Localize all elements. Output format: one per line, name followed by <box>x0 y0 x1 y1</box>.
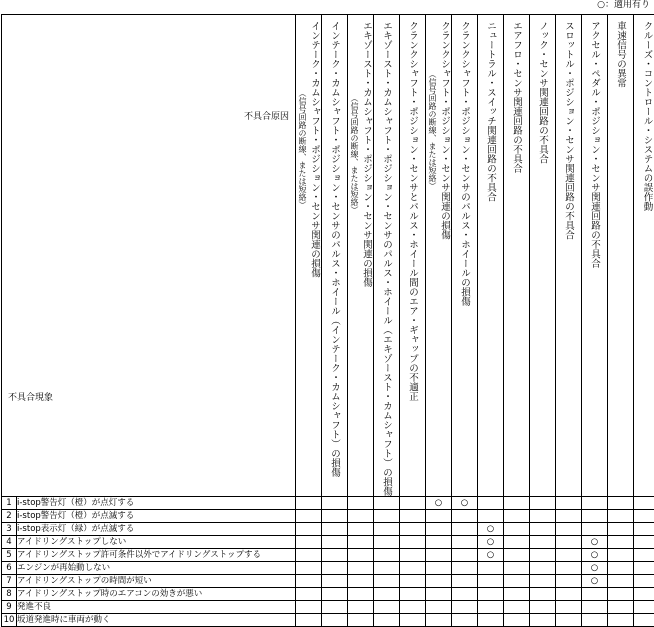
applicable-mark: ○ <box>582 549 608 562</box>
cause-column-title: アクセル・ペダル・ポジション・センサ関連回路の不具合 <box>589 21 600 268</box>
phenomenon-text: i-stop警告灯（橙）が点灯する <box>17 497 296 510</box>
matrix-cell <box>452 549 478 562</box>
row-number: 6 <box>2 562 17 575</box>
matrix-cell <box>296 497 322 510</box>
matrix-cell <box>426 523 452 536</box>
matrix-cell <box>400 588 426 601</box>
matrix-cell <box>452 614 478 627</box>
row-number: 10 <box>2 614 17 627</box>
matrix-cell <box>348 614 374 627</box>
matrix-cell <box>608 601 634 614</box>
matrix-cell <box>504 536 530 549</box>
row-number: 8 <box>2 588 17 601</box>
cause-column-title: クルーズ・コントロール・システムの誤作動 <box>642 21 653 211</box>
cause-column-title: インテーク・カムシャフト・ポジション・センサ関連の損傷 <box>309 21 320 278</box>
matrix-cell <box>400 523 426 536</box>
cause-column-header <box>322 15 348 497</box>
cause-column-title: クランクシャフト・ポジション・センサのパルス・ホイールの損傷 <box>459 21 470 306</box>
matrix-cell <box>530 536 556 549</box>
matrix-cell <box>582 510 608 523</box>
phenomenon-text: アイドリングストップ許可条件以外でアイドリングストップする <box>17 549 296 562</box>
matrix-cell <box>322 549 348 562</box>
matrix-cell <box>426 562 452 575</box>
matrix-cell <box>634 614 654 627</box>
matrix-cell <box>296 601 322 614</box>
matrix-cell <box>582 601 608 614</box>
matrix-cell <box>556 536 582 549</box>
table-row <box>2 549 654 562</box>
cause-column-header <box>374 15 400 497</box>
cause-column-header <box>348 15 374 497</box>
matrix-cell <box>296 575 322 588</box>
matrix-cell <box>634 536 654 549</box>
matrix-cell <box>504 562 530 575</box>
header-row <box>2 15 654 497</box>
phenomenon-text: エンジンが再始動しない <box>17 562 296 575</box>
matrix-cell <box>582 523 608 536</box>
matrix-cell <box>504 575 530 588</box>
matrix-cell <box>348 536 374 549</box>
row-number: 7 <box>2 575 17 588</box>
cause-column-title: スロットル・ポジション・センサ関連回路の不具合 <box>563 21 574 240</box>
matrix-cell <box>322 588 348 601</box>
matrix-cell <box>452 588 478 601</box>
row-number: 3 <box>2 523 17 536</box>
matrix-cell <box>478 562 504 575</box>
matrix-cell <box>504 614 530 627</box>
matrix-cell <box>556 562 582 575</box>
matrix-cell <box>504 588 530 601</box>
row-number: 9 <box>2 601 17 614</box>
matrix-cell <box>608 523 634 536</box>
matrix-cell <box>556 523 582 536</box>
matrix-cell <box>452 562 478 575</box>
matrix-cell <box>634 510 654 523</box>
matrix-cell <box>374 575 400 588</box>
row-number: 5 <box>2 549 17 562</box>
applicable-mark: ○ <box>582 562 608 575</box>
cause-column-header <box>608 15 634 497</box>
cause-column-title: エキゾースト・カムシャフト・ポジション・センサ関連の損傷 <box>361 21 372 287</box>
cause-column-title: 車速信号の異常 <box>615 21 626 88</box>
matrix-cell <box>296 588 322 601</box>
cause-header-label: 不具合原因 <box>244 109 289 122</box>
matrix-cell <box>608 614 634 627</box>
matrix-cell <box>348 549 374 562</box>
phenomenon-text: アイドリングストップしない <box>17 536 296 549</box>
matrix-cell <box>556 497 582 510</box>
cause-column-title: ニュートラル・スイッチ関連回路の不具合 <box>485 21 496 202</box>
matrix-cell <box>400 614 426 627</box>
matrix-cell <box>400 575 426 588</box>
corner-cell <box>2 15 296 497</box>
applicable-mark: ○ <box>426 497 452 510</box>
cause-column-title: クランクシャフト・ポジション・センサ関連の損傷 <box>439 21 450 240</box>
matrix-cell <box>374 510 400 523</box>
cause-column-header <box>530 15 556 497</box>
matrix-cell <box>348 510 374 523</box>
matrix-cell <box>296 614 322 627</box>
matrix-cell <box>530 562 556 575</box>
matrix-cell <box>530 497 556 510</box>
matrix-cell <box>322 523 348 536</box>
legend: ○：適用有り <box>597 0 650 11</box>
cause-column-title: エキゾースト・カムシャフト・ポジション・センサのパルス・ホイール（エキゾースト・カムシャフト）の損傷 <box>381 21 392 496</box>
matrix-cell <box>374 536 400 549</box>
applicable-mark: ○ <box>478 523 504 536</box>
phenomenon-text: 坂道発進時に車両が動く <box>17 614 296 627</box>
matrix-cell <box>504 510 530 523</box>
table-row <box>2 614 654 627</box>
cause-column-subtitle: （信号回路の断線、または短絡） <box>427 21 438 240</box>
matrix-cell <box>608 536 634 549</box>
cause-column-header <box>452 15 478 497</box>
matrix-cell <box>426 510 452 523</box>
matrix-cell <box>322 536 348 549</box>
matrix-cell <box>426 614 452 627</box>
matrix-cell <box>582 614 608 627</box>
matrix-cell <box>296 562 322 575</box>
matrix-cell <box>634 562 654 575</box>
matrix-cell <box>348 562 374 575</box>
matrix-cell <box>530 575 556 588</box>
matrix-cell <box>374 549 400 562</box>
matrix-cell <box>348 601 374 614</box>
matrix-cell <box>400 562 426 575</box>
matrix-cell <box>348 575 374 588</box>
cause-column-title: クランクシャフト・ポジション・センサとパルス・ホイール間のエア・ギャップの不適正 <box>407 21 418 401</box>
matrix-cell <box>374 497 400 510</box>
matrix-cell <box>504 601 530 614</box>
matrix-cell <box>556 510 582 523</box>
matrix-cell <box>426 601 452 614</box>
matrix-cell <box>634 549 654 562</box>
cause-column-header <box>478 15 504 497</box>
row-number: 4 <box>2 536 17 549</box>
phenomenon-text: 発進不良 <box>17 601 296 614</box>
matrix-cell <box>374 588 400 601</box>
table-row <box>2 523 654 536</box>
phenomenon-text: i-stop表示灯（緑）が点滅する <box>17 523 296 536</box>
matrix-cell <box>452 536 478 549</box>
cause-column-header <box>634 15 654 497</box>
matrix-cell <box>556 588 582 601</box>
matrix-cell <box>322 497 348 510</box>
cause-column-title: ノック・センサ関連回路の不具合 <box>537 21 548 164</box>
matrix-cell <box>608 510 634 523</box>
table-row <box>2 536 654 549</box>
matrix-cell <box>608 575 634 588</box>
matrix-cell <box>504 523 530 536</box>
matrix-cell <box>608 588 634 601</box>
matrix-cell <box>556 614 582 627</box>
matrix-cell <box>400 549 426 562</box>
matrix-cell <box>634 601 654 614</box>
matrix-cell <box>296 536 322 549</box>
matrix-cell <box>478 614 504 627</box>
matrix-cell <box>322 575 348 588</box>
matrix-cell <box>322 510 348 523</box>
matrix-cell <box>478 588 504 601</box>
matrix-cell <box>556 575 582 588</box>
matrix-cell <box>530 510 556 523</box>
matrix-cell <box>634 575 654 588</box>
cause-column-header <box>426 15 452 497</box>
matrix-cell <box>556 601 582 614</box>
matrix-cell <box>530 601 556 614</box>
matrix-cell <box>530 588 556 601</box>
matrix-cell <box>504 497 530 510</box>
matrix-cell <box>478 575 504 588</box>
matrix-cell <box>582 588 608 601</box>
matrix-cell <box>426 588 452 601</box>
table-row <box>2 497 654 510</box>
applicable-mark: ○ <box>452 497 478 510</box>
matrix-cell <box>296 523 322 536</box>
matrix-cell <box>374 523 400 536</box>
phenomenon-header-label: 不具合現象 <box>8 390 53 403</box>
table-row <box>2 575 654 588</box>
matrix-cell <box>322 562 348 575</box>
applicable-mark: ○ <box>478 536 504 549</box>
cause-column-header <box>296 15 322 497</box>
matrix-cell <box>608 497 634 510</box>
matrix-cell <box>452 510 478 523</box>
matrix-cell <box>634 588 654 601</box>
cause-column-title: エアフロ・センサ関連回路の不具合 <box>511 21 522 173</box>
row-number: 1 <box>2 497 17 510</box>
matrix-cell <box>452 523 478 536</box>
cause-column-header <box>504 15 530 497</box>
table-row <box>2 510 654 523</box>
matrix-cell <box>582 497 608 510</box>
matrix-cell <box>478 497 504 510</box>
cause-column-header <box>582 15 608 497</box>
matrix-cell <box>504 549 530 562</box>
row-number: 2 <box>2 510 17 523</box>
matrix-cell <box>322 601 348 614</box>
matrix-cell <box>634 523 654 536</box>
matrix-cell <box>530 523 556 536</box>
matrix-cell <box>556 549 582 562</box>
matrix-cell <box>530 549 556 562</box>
matrix-cell <box>296 549 322 562</box>
cause-column-header <box>556 15 582 497</box>
matrix-cell <box>608 562 634 575</box>
matrix-cell <box>322 614 348 627</box>
cause-column-subtitle: （信号回路の断線、または短絡） <box>297 21 308 278</box>
phenomenon-text: アイドリングストップ時のエアコンの効きが悪い <box>17 588 296 601</box>
table-row <box>2 601 654 614</box>
cause-column-header <box>400 15 426 497</box>
cause-column-subtitle: （信号回路の断線、または短絡） <box>349 21 360 287</box>
applicable-mark: ○ <box>478 549 504 562</box>
matrix-cell <box>634 497 654 510</box>
matrix-cell <box>348 497 374 510</box>
matrix-cell <box>426 536 452 549</box>
matrix-cell <box>478 601 504 614</box>
applicable-mark: ○ <box>582 575 608 588</box>
matrix-cell <box>452 575 478 588</box>
table-row <box>2 562 654 575</box>
matrix-cell <box>400 536 426 549</box>
phenomenon-text: アイドリングストップの時間が短い <box>17 575 296 588</box>
matrix-cell <box>400 510 426 523</box>
matrix-cell <box>426 549 452 562</box>
cause-column-title: インテーク・カムシャフト・ポジション・センサのパルス・ホイール（インテーク・カムシャフト）の損傷 <box>329 21 340 477</box>
matrix-cell <box>348 588 374 601</box>
matrix-cell <box>400 497 426 510</box>
matrix-cell <box>426 575 452 588</box>
matrix-cell <box>374 601 400 614</box>
cause-phenomenon-matrix <box>1 14 654 627</box>
matrix-cell <box>608 549 634 562</box>
matrix-cell <box>374 614 400 627</box>
matrix-cell <box>374 562 400 575</box>
phenomenon-text: i-stop警告灯（橙）が点滅する <box>17 510 296 523</box>
table-row <box>2 588 654 601</box>
matrix-cell <box>478 510 504 523</box>
matrix-cell <box>348 523 374 536</box>
matrix-cell <box>400 601 426 614</box>
matrix-cell <box>452 601 478 614</box>
matrix-cell <box>530 614 556 627</box>
applicable-mark: ○ <box>582 536 608 549</box>
matrix-cell <box>296 510 322 523</box>
